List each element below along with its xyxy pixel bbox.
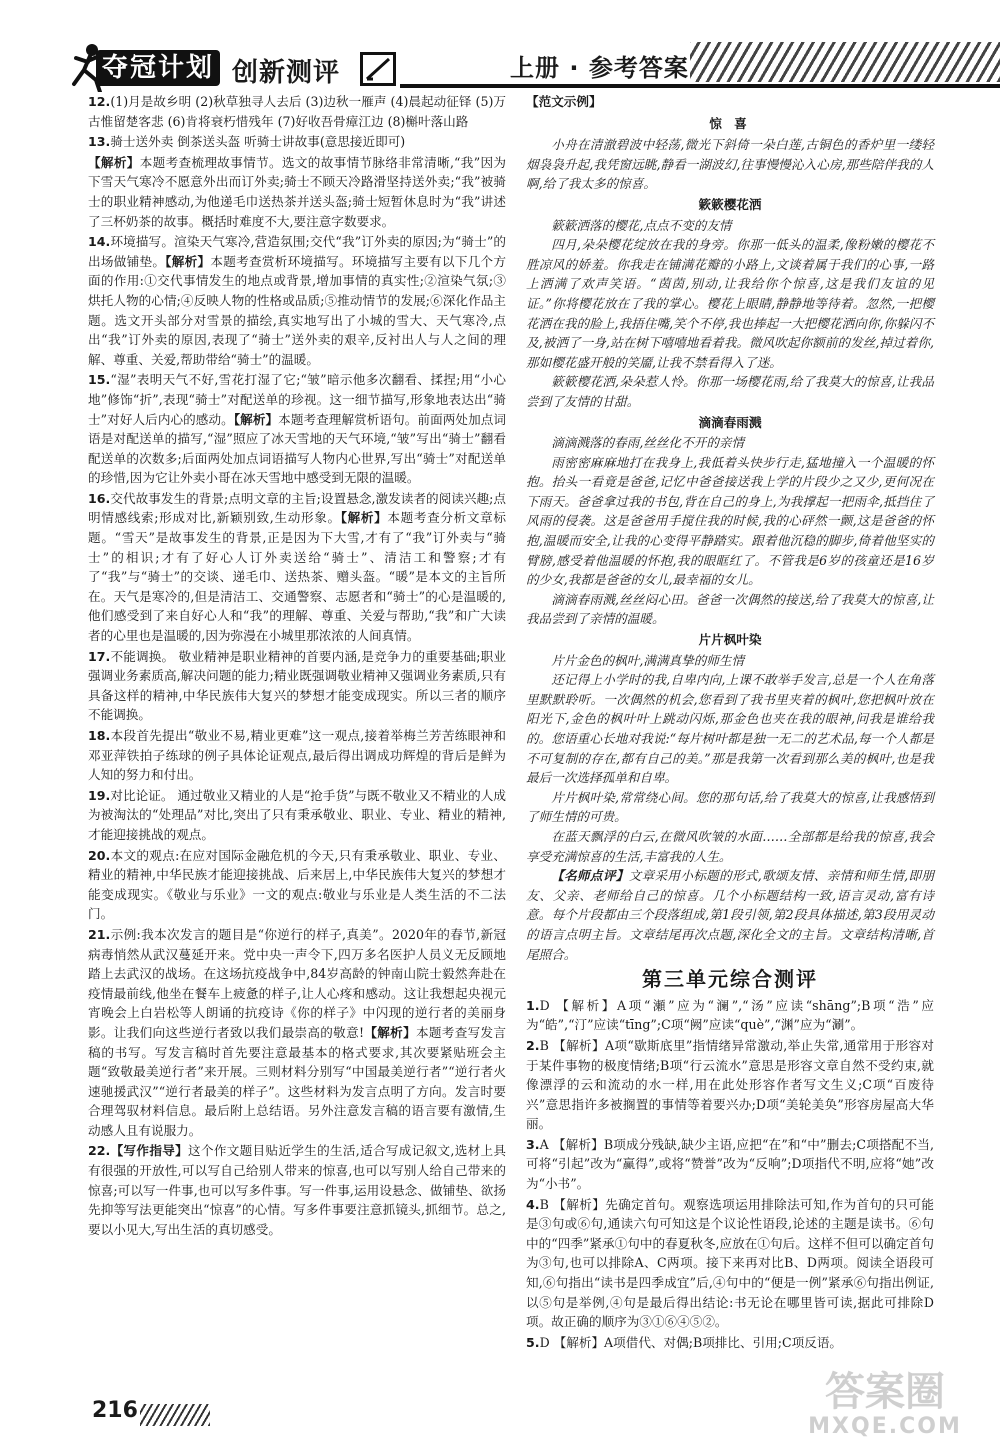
essay-lead-2: 滴滴溅落的春雨,丝丝化不开的亲情 xyxy=(551,435,745,451)
essay-closing: 在蓝天飘浮的白云,在微风吹皱的水面……全部都是给我的惊喜,我会享受充满惊喜的生活,丰富我的人生。 xyxy=(526,828,934,864)
right-column xyxy=(526,92,934,1353)
essay-subtitle-2: 滴滴春雨溅 xyxy=(698,414,762,430)
answer-item: 13.骑士送外卖 倒茶送头盔 听骑士讲故事(意思接近即可) xyxy=(88,134,406,150)
footer-decoration xyxy=(140,1404,210,1426)
essay-end-2: 滴滴春雨溅,丝丝闷心田。爸爸一次偶然的接送,给了我莫大的惊喜,让我品尝到了亲情的温暖。 xyxy=(526,591,934,627)
essay-lead-1: 簌簌洒落的樱花,点点不变的友情 xyxy=(551,217,732,233)
answer-item: 15.“湿”表明天气不好,雪花打湿了它;“皱”暗示他多次翻看、揉捏;用“小心地”修饰“折”,表现“骑士”对配送单的珍视。这一细节描写,形象地表达出“骑士”对好人后内心的感动。【解析】本题考查理解赏析语句。前面两处加点词语是对配送单的描写,“湿”照应了冰天雪地的天气环境,“皱”写出“骑士”翻看配送单的次数多;后面两处加点词语描写人物内心世界,写出“骑士”对配送单的珍惜,因为它让外卖小哥在冰天雪地中感受到无限的温暖。 xyxy=(88,372,507,486)
page-header xyxy=(0,0,1000,92)
answer-item: 17.不能调换。 敬业精神是职业精神的首要内涵,是竞争力的重要基础;职业强调业务素质高,解决问题的能力;精业既强调敬业精神又强调业务素质,只有具备这样的精神,中华民族伟大复兴的梦想才能变成现实。所以三者的顺序不能调换。 xyxy=(88,648,506,723)
answer-item: 14.环境描写。渲染天气寒冷,营造氛围;交代“我”订外卖的原因;为“骑士”的出场做铺垫。【解析】本题考查赏析环境描写。环境描写主要有以下几个方面的作用:①交代事情发生的地点或背景,增加事情的真实性;②渲染气氛;③烘托人物的心情;④反映人物的性格或品质;⑤推动情节的发展;⑥深化作品主题。选文开头部分对雪景的描绘,真实地写出了小城的雪大、天气寒冷,点出“我”订外卖的原因,表现了“骑士”送外卖的艰辛,反衬出人与人之间的理解、尊重、关爱,帮助带给“骑士”的温暖。 xyxy=(88,234,507,367)
section-heading: 上册 · 参考答案 xyxy=(510,54,689,82)
essay-body-2: 雨密密麻麻地打在我身上,我低着头快步行走,猛地撞入一个温暖的怀抱。抬头一看竟是爸爸,记忆中爸爸接送我上学的片段少之又少,更何况在下雨天。爸爸拿过我的书包,背在自己的身上,为我撑起一把雨伞,抵挡住了风雨的侵袭。这是爸爸用手搅住我的时候,我的心砰然一颤,这是爸爸的怀抱,温暖而安全,让我的心变得平静踏实。跟着他沉稳的脚步,倚着他坚实的臂膀,感受着他温暖的怀抱,我的眼眶红了。不管我是6岁的孩童还是16岁的少女,我都是爸爸的女儿,最幸福的女儿。 xyxy=(526,454,934,588)
pencil-check-icon xyxy=(360,52,396,86)
watermark-logo: 答案圈 MXQE.COM xyxy=(808,1369,962,1439)
answer-item: 19.对比论证。 通过敬业又精业的人是“抢手货”与既不敬业又不精业的人成为被淘汰的“处理品”对比,突出了只有秉承敬业、职业、专业、精业的精神,才能迎接挑战的观点。 xyxy=(88,787,506,842)
answer-item: 20.本文的观点:在应对国际金融危机的今天,只有秉承敬业、职业、专业、精业的精神,中华民族才能迎接挑战、后来居上,中华民族伟大复兴的梦想才能变成现实。《敬业与乐业》一文的观点:敬业与乐业是人类生活的不二法门。 xyxy=(88,847,506,922)
essay-lead-3: 片片金色的枫叶,满满真挚的师生情 xyxy=(551,652,745,668)
essay-intro: 小舟在清澈碧波中轻荡,微光下斜倚一朵白莲,古铜色的香炉里一缕轻烟袅袅升起,我凭窗远眺,静看一湖波幻,往事慢慢沁入心房,那些陪伴我的人啊,给了我太多的惊喜。 xyxy=(526,137,934,192)
test-answer: 1.D 【解析】A项“瀬”应为“澜”,“汤”应读“shāng”;B项“浩”应为“皓”,“汀”应读“tīng”;C项“阙”应读“què”,“渊”应为“涮”。 xyxy=(526,997,934,1033)
answer-list xyxy=(526,996,934,1353)
brand-subtitle: 创新测评 xyxy=(232,58,341,88)
unit-test-title: 第三单元综合测评 xyxy=(642,967,818,992)
example-label: 【范文示例】 xyxy=(526,94,602,109)
answer-item: 22.【写作指导】这个作文题目贴近学生的生活,适合写成记叙文,选材上具有很强的开放性,可以写自己给别人带来的惊喜,也可以写别人给自己带来的惊喜;可以写一件事,也可以写多件事。写一件事,运用设悬念、做铺垫、欲扬先抑等写法更能突出“惊喜”的心情。写多件事要注意抓镜头,抓细节。总之,要以小见大,写出生活的真切感受。 xyxy=(88,1143,507,1237)
essay-subtitle-3: 片片枫叶染 xyxy=(698,632,762,648)
answer-item: 【解析】本题考查梳理故事情节。选文的故事情节脉络非常清晰,“我”因为下雪天气寒冷不愿意外出而订外卖;骑士不顾天冷路滑坚持送外卖;“我”被骑士的职业精神感动,为他递毛巾送热茶并送头盔;骑士短暂休息时为“我”讲述了三杯奶茶的故事。概括时难度不大,要注意字数要求。 xyxy=(88,154,506,229)
page-number: 216 xyxy=(92,1398,138,1423)
answer-item: 21.示例:我本次发言的题目是“你逆行的样子,真美”。2020年的春节,新冠病毒悄然从武汉蔓延开来。党中央一声令下,四万多名医护人员义无反顾地踏上去武汉的战场。在这场抗疫战争中,84岁高龄的钟南山院士毅然奔赴在疫情最前线,他坐在餐车上疲惫的样子,让人心疼和感动。这让我想起央视元宵晚会上白岩松等人朗诵的抗疫诗《你的样子》中闪现的逆行者的美丽身影。让我们向这些逆行者致以我们最崇高的敬意!【解析】本题考查写发言稿的书写。写发言稿时首先要注意最基本的格式要求,其次要紧贴班会主题“致敬最美逆行者”来开展。三则材料分别写“中国最美逆行者”“逆行者火速驰援武汉”“逆行者最美的样子”。这些材料为发言点明了方向。发言时要合理驾驭材料信息。最后附上总结语。另外注意发言稿的语言要有激情,生动感人且有说服力。 xyxy=(88,926,507,1138)
brand-logo: 夺冠计划 xyxy=(96,50,220,86)
header-decoration xyxy=(690,42,1000,82)
essay-end-1: 簌簌樱花洒,朵朵惹人怜。你那一场樱花雨,给了我莫大的惊喜,让我品尝到了友情的甘甜。 xyxy=(526,374,934,409)
test-answer: 2.B 【解析】A项“歇斯底里”指情绪异常激动,举止失常,通常用于形容对于某件事物的极度情绪;B项“行云流水”意思是形容文章自然不受约束,就像漂浮的云和流动的水一样,用在此处形容作者写文生义;C项“百废待兴”意思指许多被搁置的事情等着要兴办;D项“美轮美奂”形容房屋高大华丽。 xyxy=(526,1037,934,1132)
test-answer: 4.B 【解析】先确定首句。观察选项运用排除法可知,作为首句的只可能是③句或⑥句,通读六句可知这是个议论性语段,论述的主题是读书。⑥句中的“四季”紧承①句中的春夏秋冬,应放在①句后。这样不但可以确定首句为③句,也可以排除A、C两项。接下来再对比B、D两项。阅读全语段可知,⑥句指出“读书是四季成宜”后,④句中的“便是一例”紧承⑥句指出例证,以⑤句是举例,④句是最后得出结论:书无论在哪里皆可读,据此可排除D项。故正确的顺序为③①⑥④⑤②。 xyxy=(526,1196,934,1330)
essay-title: 惊 喜 xyxy=(709,115,751,131)
answer-item: 16.交代故事发生的背景;点明文章的主旨;设置悬念,激发读者的阅读兴趣;点明情感线索;形成对比,新颖别致,生动形象。【解析】本题考查分析文章标题。“雪天”是故事发生的背景,正是因为下大雪,才有了“我”订外卖与“骑士”的相识;才有了好心人订外卖送给“骑士”、清洁工和警察;才有了“我”与“骑士”的交谈、递毛巾、送热茶、赠头盔。“暖”是本文的主旨所在。天气是寒冷的,但是清洁工、交通警察、志愿者和“骑士”的心是温暖的,他们感受到了来自好心人和“我”的理解、尊重、关爱与帮助,“我”和广大读者的心里也是温暖的,因为弥漫在小城里那浓浓的人间真情。 xyxy=(88,490,507,644)
answer-item: 12.(1)月是故乡明 (2)秋草独寻人去后 (3)边秋一雁声 (4)晨起动征铎 (5)万古惟留楚客悲 (6)肯将衰朽惜残年 (7)好收吾骨瘴江边 (8)槲叶落山路 xyxy=(88,94,506,129)
test-answer: 3.A 【解析】B项成分残缺,缺少主语,应把“在”和“中”删去;C项搭配不当,可将“引起”改为“赢得”,或将“赞誉”改为“反响”;D项指代不明,应将“她”改为“小书”。 xyxy=(526,1136,934,1192)
essay-subtitle-1: 簌簌樱花洒 xyxy=(698,196,762,212)
answer-item: 18.本段首先提出“敬业不易,精业更难”这一观点,接着举梅兰芳苦练眼神和邓亚萍铁拍子练球的例子具体论证观点,最后得出调成功辉煌的背后是鲜为人知的努力和付出。 xyxy=(88,728,506,783)
essay-body-3: 还记得上小学时的我,自卑内向,上课不敢举手发言,总是一个人在角落里默默聆听。一次偶然的机会,您看到了我书里夹着的枫叶,您把枫叶放在阳光下,金色的枫叶叶上跳动闪烁,那金色也夹在我的眼神,问我是谁给我的。您语重心长地对我说:“每片树叶都是独一无二的艺术品,每一个人都是不可复制的存在,都有自己的美。”那是我第一次看到那么美的枫叶,也是我最后一次选择孤单和自卑。 xyxy=(526,672,934,786)
essay-body-1: 四月,朵朵樱花绽放在我的身旁。你那一低头的温柔,像粉嫩的樱花不胜凉风的娇羞。你我走在铺满花瓣的小路上,文谈着属于我们的心事,一路上洒满了欢声笑语。“茵茵,别动,让我给你个惊喜,这是我们友谊的见证。”你将樱花放在了我的掌心。樱花上眼睛,静静地等待着。忽然,一把樱花洒在我的脸上,我捂住嘴,笑个不停,我也捧起一大把樱花洒向你,你躲闪不及,被洒了一身,站在树下嘻嘻地看着我。微风吹起你额前的发丝,掉过着你,那如樱花盛开般的笑靥,让我不禁看得入了迷。 xyxy=(526,237,934,370)
essay-end-3: 片片枫叶染,常常绕心间。您的那句话,给了我莫大的惊喜,让我感悟到了师生情的可贵。 xyxy=(526,789,934,825)
left-column xyxy=(88,92,506,1240)
header-rule xyxy=(400,84,1000,88)
test-answer: 5.D 【解析】A项借代、对偶;B项排比、引用;C项反语。 xyxy=(526,1334,843,1350)
teacher-comment: 【名师点评】文章采用小标题的形式,歌颂友情、亲情和师生情,即朋友、父亲、老师给自己的惊喜。几个小标题结构一致,语言灵动,富有诗意。每个片段都由三个段落组成,第1段引领,第2段具体描述,第3段用灵动的语言点明主旨。文章结尾再次点题,深化全文的主旨。文章结构清晰,首尾照合。 xyxy=(526,868,934,962)
